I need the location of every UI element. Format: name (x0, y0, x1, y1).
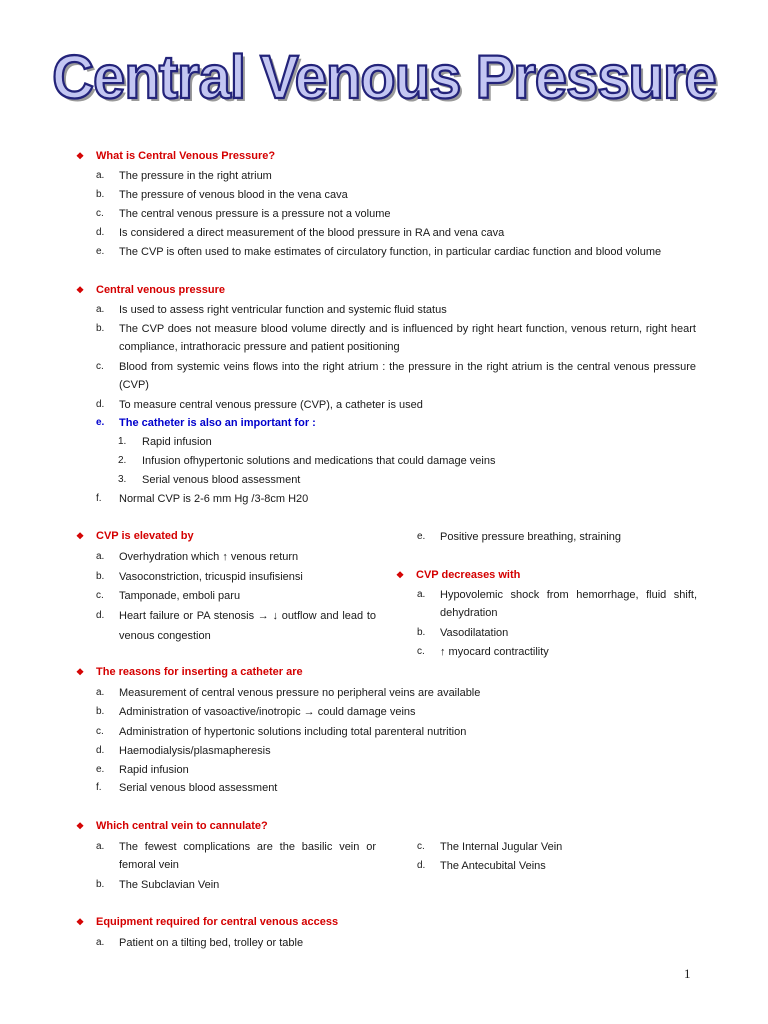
sub-list-item: 3. Serial venous blood assessment (118, 474, 301, 486)
list-item: b. The CVP does not measure blood volume directly and is influenced by right heart function, venous return, right heart compliance, intrathoracic pressure and patient positioning (96, 323, 696, 353)
list-item: b. The pressure of venous blood in the vena cava (96, 189, 348, 201)
list-item: b. The Subclavian Vein (96, 879, 220, 891)
list-item: c. Blood from systemic veins flows into the right atrium : the pressure in the right atrium is the central venous pressure (CVP) (96, 361, 696, 391)
section-heading-equipment: ❖ Equipment required for central venous access (76, 916, 339, 928)
section-heading-central-venous-pressure: ❖ Central venous pressure (76, 284, 225, 296)
diamond-bullet-icon: ❖ (76, 666, 85, 677)
list-item-highlight: e. The catheter is also an important for : (96, 417, 316, 429)
section-heading-cvp-decreases: ❖ CVP decreases with (396, 569, 521, 581)
list-item: b. Vasoconstriction, tricuspid insufisiensi (96, 571, 303, 583)
diamond-bullet-icon: ❖ (76, 820, 85, 831)
list-item: d. Is considered a direct measurement of the blood pressure in RA and vena cava (96, 227, 505, 239)
diamond-bullet-icon: ❖ (76, 150, 85, 161)
list-item: e. Positive pressure breathing, straining (417, 531, 621, 543)
list-item: b. Administration of vasoactive/inotropic → could damage veins (96, 706, 416, 718)
list-item: a. Measurement of central venous pressure no peripheral veins are available (96, 687, 481, 699)
list-item: d. To measure central venous pressure (CVP), a catheter is used (96, 399, 423, 411)
diamond-bullet-icon: ❖ (76, 530, 85, 541)
list-item: e. Rapid infusion (96, 764, 189, 776)
list-item: c. ↑ myocard contractility (417, 646, 549, 658)
list-item: d. Heart failure or PA stenosis → ↓ outflow and lead to venous congestion (96, 610, 376, 642)
list-item: a. The pressure in the right atrium (96, 170, 272, 182)
list-item: e. The CVP is often used to make estimates of circulatory function, in particular cardiac function and blood volume (96, 246, 662, 258)
sub-list-item: 2. Infusion ofhypertonic solutions and medications that could damage veins (118, 455, 496, 467)
list-item: a. Hypovolemic shock from hemorrhage, fluid shift, dehydration (417, 589, 697, 619)
list-item: a. Patient on a tilting bed, trolley or table (96, 937, 304, 949)
list-item: a. The fewest complications are the basilic vein or femoral vein (96, 841, 376, 871)
diamond-bullet-icon: ❖ (76, 284, 85, 295)
list-item: c. Administration of hypertonic solutions including total parenteral nutrition (96, 726, 467, 738)
list-item: b. Vasodilatation (417, 627, 509, 639)
list-item: c. The Internal Jugular Vein (417, 841, 563, 853)
diamond-bullet-icon: ❖ (396, 569, 405, 580)
diamond-bullet-icon: ❖ (76, 916, 85, 927)
list-item: f. Serial venous blood assessment (96, 782, 278, 794)
page-number: 1 (684, 966, 691, 981)
section-heading-cvp-elevated: ❖ CVP is elevated by (76, 530, 194, 542)
section-heading-reasons-catheter: ❖ The reasons for inserting a catheter are (76, 666, 303, 678)
list-item: c. Tamponade, emboli paru (96, 590, 241, 602)
list-item: a. Is used to assess right ventricular function and systemic fluid status (96, 304, 447, 316)
page-title: Central Venous Pressure (52, 43, 716, 112)
list-item: d. The Antecubital Veins (417, 860, 546, 872)
list-item: c. The central venous pressure is a pressure not a volume (96, 208, 391, 220)
section-heading-which-vein: ❖ Which central vein to cannulate? (76, 820, 268, 832)
title-container (0, 44, 768, 111)
list-item: f. Normal CVP is 2-6 mm Hg /3-8cm H20 (96, 493, 309, 505)
list-item: a. Overhydration which ↑ venous return (96, 551, 299, 563)
list-item: d. Haemodialysis/plasmapheresis (96, 745, 271, 757)
section-heading-what-is-cvp: ❖ What is Central Venous Pressure? (76, 150, 276, 162)
sub-list-item: 1. Rapid infusion (118, 436, 212, 448)
